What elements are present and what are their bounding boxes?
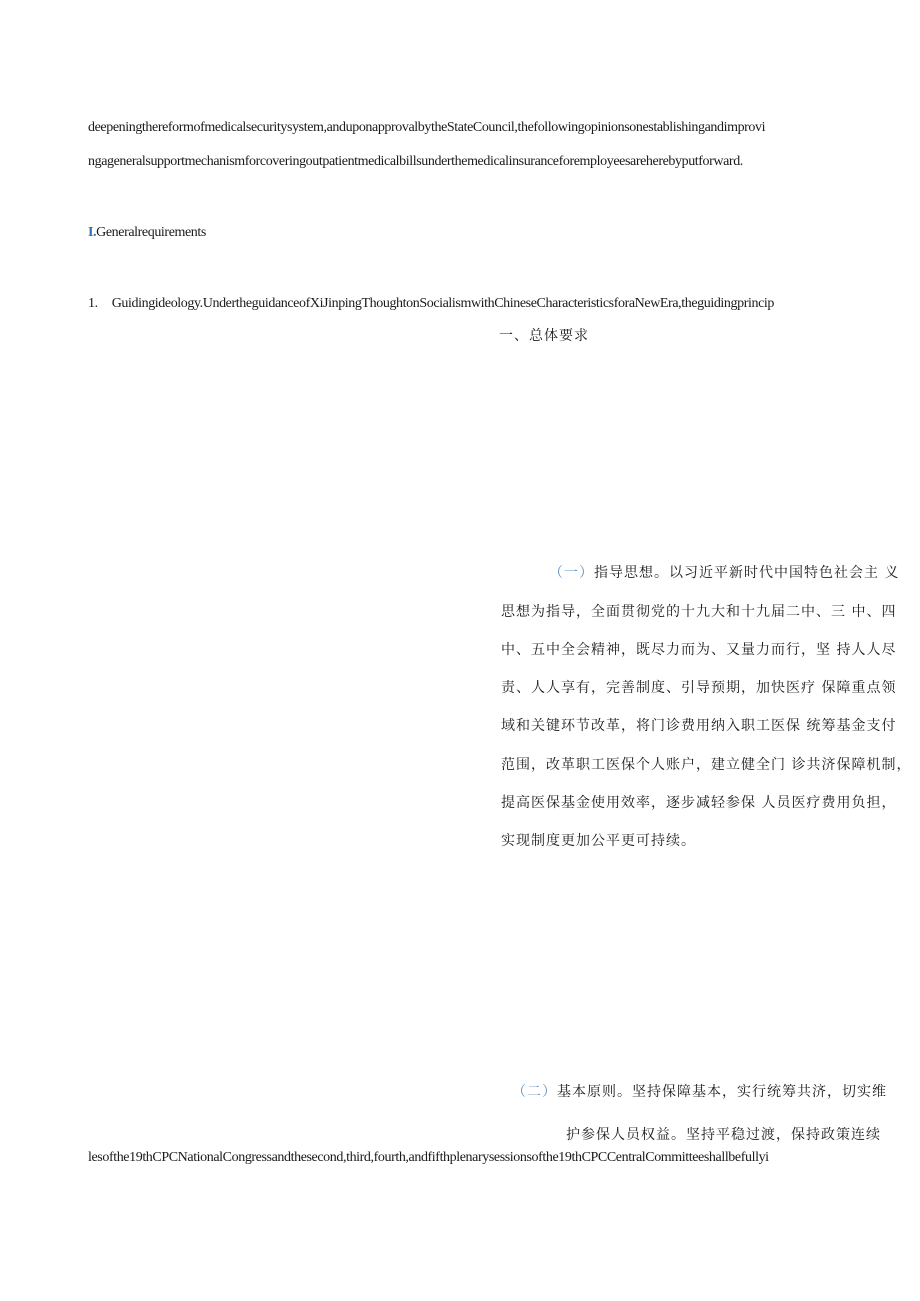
chinese-item1-line-2: 思想为指导，全面贯彻党的十九大和十九届二中、三 中、四: [501, 604, 897, 620]
item-marker: （一）: [549, 565, 594, 581]
chinese-item1-line-6: 范围，改革职工医保个人账户，建立健全门 诊共济保障机制，: [501, 757, 912, 773]
item-text: 基本原则。坚持保障基本，实行统筹共济，切实维: [557, 1084, 887, 1100]
item-text: Guidingideology.UndertheguidanceofXiJinpingThoughtonSocialismwithChineseCharacteristicsforaNewEra,theguidingprincip: [111, 296, 774, 311]
chinese-item1-line-7: 提高医保基金使用效率，逐步减轻参保 人员医疗费用负担，: [501, 795, 897, 811]
english-section-heading: [88, 225, 206, 241]
english-item-line-1: [88, 296, 920, 312]
english-paragraph-line-2: ngageneralsupportmechanismforcoveringoutpatientmedicalbillsunderthemedicalinsuranceforemployeesareherebyputforward.: [88, 154, 743, 169]
item-marker: （二）: [512, 1084, 557, 1100]
item-text: 指导思想。以习近平新时代中国特色社会主 义: [594, 565, 900, 581]
chinese-item2-line-2: 护参保人员权益。坚持平稳过渡，保持政策连续: [566, 1127, 881, 1143]
chinese-item1-line-3: 中、五中全会精神，既尽力而为、又量力而行，坚 持人人尽: [501, 642, 897, 658]
chinese-item1-line-1: [549, 562, 899, 582]
chinese-item1-line-8: 实现制度更加公平更可持续。: [501, 833, 696, 849]
chinese-item2-line-1: [512, 1081, 887, 1101]
heading-numeral: I.: [88, 225, 97, 240]
item-number: 1.: [88, 296, 98, 311]
english-item-line-2: lesofthe19thCPCNationalCongressandthesecond,third,fourth,andfifthplenarysessionsofthe19thCPCCentralCommitteeshallbefullyi: [88, 1150, 769, 1165]
heading-text: Generalrequirements: [96, 225, 206, 240]
chinese-item1-line-5: 域和关键环节改革，将门诊费用纳入职工医保 统筹基金支付: [501, 718, 897, 734]
english-paragraph-line-1: deepeningthereformofmedicalsecuritysystem,anduponapprovalbytheStateCouncil,thefollowingopinionsonestablishingandimprovi: [88, 120, 766, 135]
chinese-item1-line-4: 责、人人享有，完善制度、引导预期，加快医疗 保障重点领: [501, 680, 897, 696]
chinese-section-heading: 一、总体要求: [499, 328, 589, 344]
